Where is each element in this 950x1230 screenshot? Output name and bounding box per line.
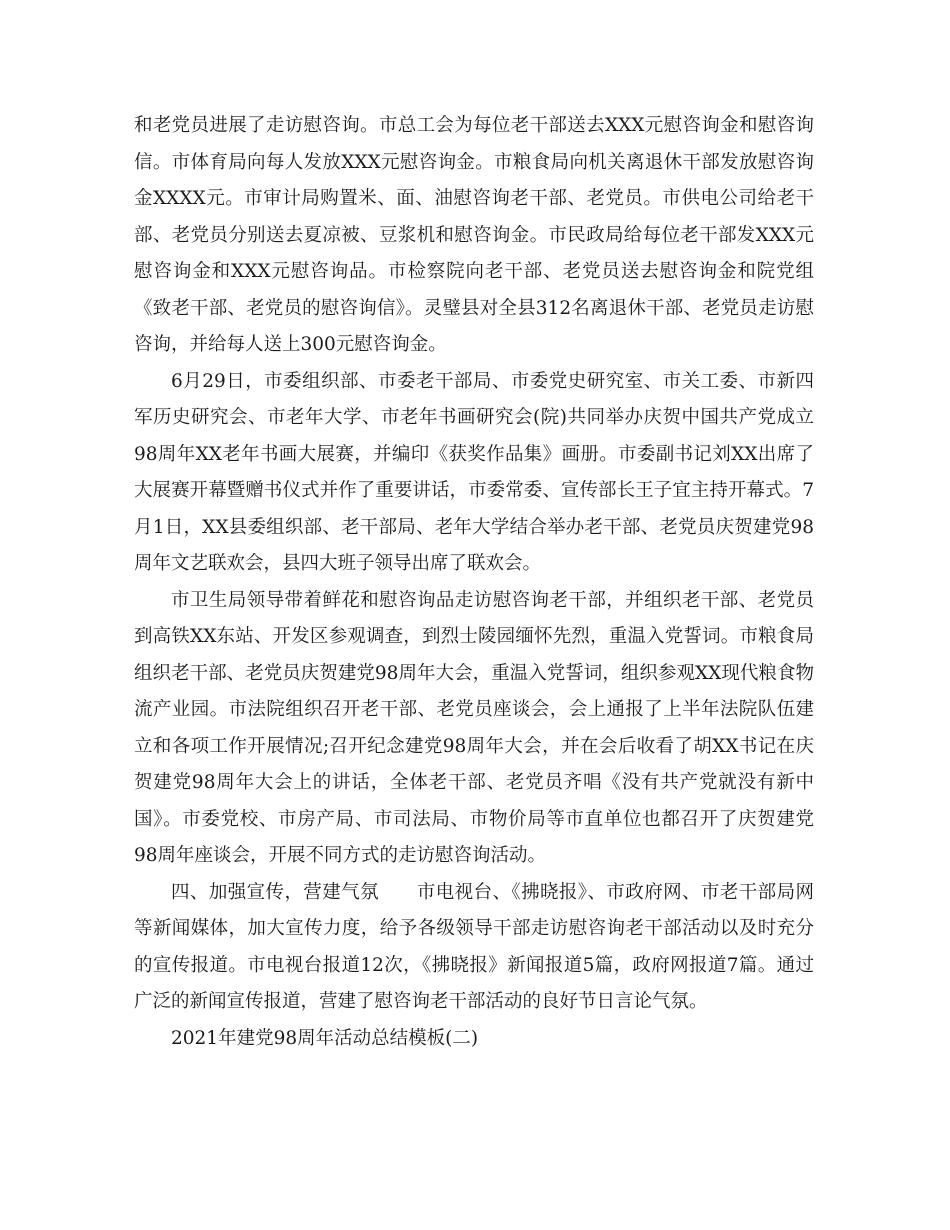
paragraph-4: 四、加强宣传，营建气氛 市电视台、《拂晓报》、市政府网、市老干部局网等新闻媒体，加大宣传力度，给予各级领导干部走访慰咨询老干部活动以及时充分的宣传报道。市电视台报道12次，《拂晓报》新闻报道5篇，政府网报道7篇。通过广泛的新闻宣传报道，营建了慰咨询老干部活动的良好节日言论气氛。 [134, 881, 814, 1012]
paragraph-3: 市卫生局领导带着鲜花和慰咨询品走访慰咨询老干部，并组织老干部、老党员到高铁XX东站、开发区参观调查，到烈士陵园缅怀先烈，重温入党誓词。市粮食局组织老干部、老党员庆贺建党98周年大会，重温入党誓词，组织参观XX现代粮食物流产业园。市法院组织召开老干部、老党员座谈会，会上通报了上半年法院队伍建立和各项工作开展情况;召开纪念建党98周年大会，并在会后收看了胡XX书记在庆贺建党98周年大会上的讲话，全体老干部、老党员齐唱《没有共产党就没有新中国》。市委党校、市房产局、市司法局、市物价局等市直单位也都召开了庆贺建党98周年座谈会，开展不同方式的走访慰咨询活动。 [134, 589, 814, 866]
paragraph-2: 6月29日，市委组织部、市委老干部局、市委党史研究室、市关工委、市新四军历史研究会、市老年大学、市老年书画研究会(院)共同举办庆贺中国共产党成立98周年XX老年书画大展赛，并编印《获奖作品集》画册。市委副书记刘XX出席了大展赛开幕暨赠书仪式并作了重要讲话，市委常委、宣传部长王子宜主持开幕式。7月1日，XX县委组织部、老干部局、老年大学结合举办老干部、老党员庆贺建党98周年文艺联欢会，县四大班子领导出席了联欢会。 [134, 370, 814, 574]
document-body [134, 108, 814, 1057]
paragraph-1: 和老党员进展了走访慰咨询。市总工会为每位老干部送去XXX元慰咨询金和慰咨询信。市体育局向每人发放XXX元慰咨询金。市粮食局向机关离退休干部发放慰咨询金XXXX元。市审计局购置米、面、油慰咨询老干部、老党员。市供电公司给老干部、老党员分别送去夏凉被、豆浆机和慰咨询金。市民政局给每位老干部发XXX元慰咨询金和XXX元慰咨询品。市检察院向老干部、老党员送去慰咨询金和院党组《致老干部、老党员的慰咨询信》。灵璧县对全县312名离退休干部、老党员走访慰咨询，并给每人送上300元慰咨询金。 [134, 115, 814, 355]
section-heading: 2021年建党98周年活动总结模板(二) [171, 1027, 479, 1049]
